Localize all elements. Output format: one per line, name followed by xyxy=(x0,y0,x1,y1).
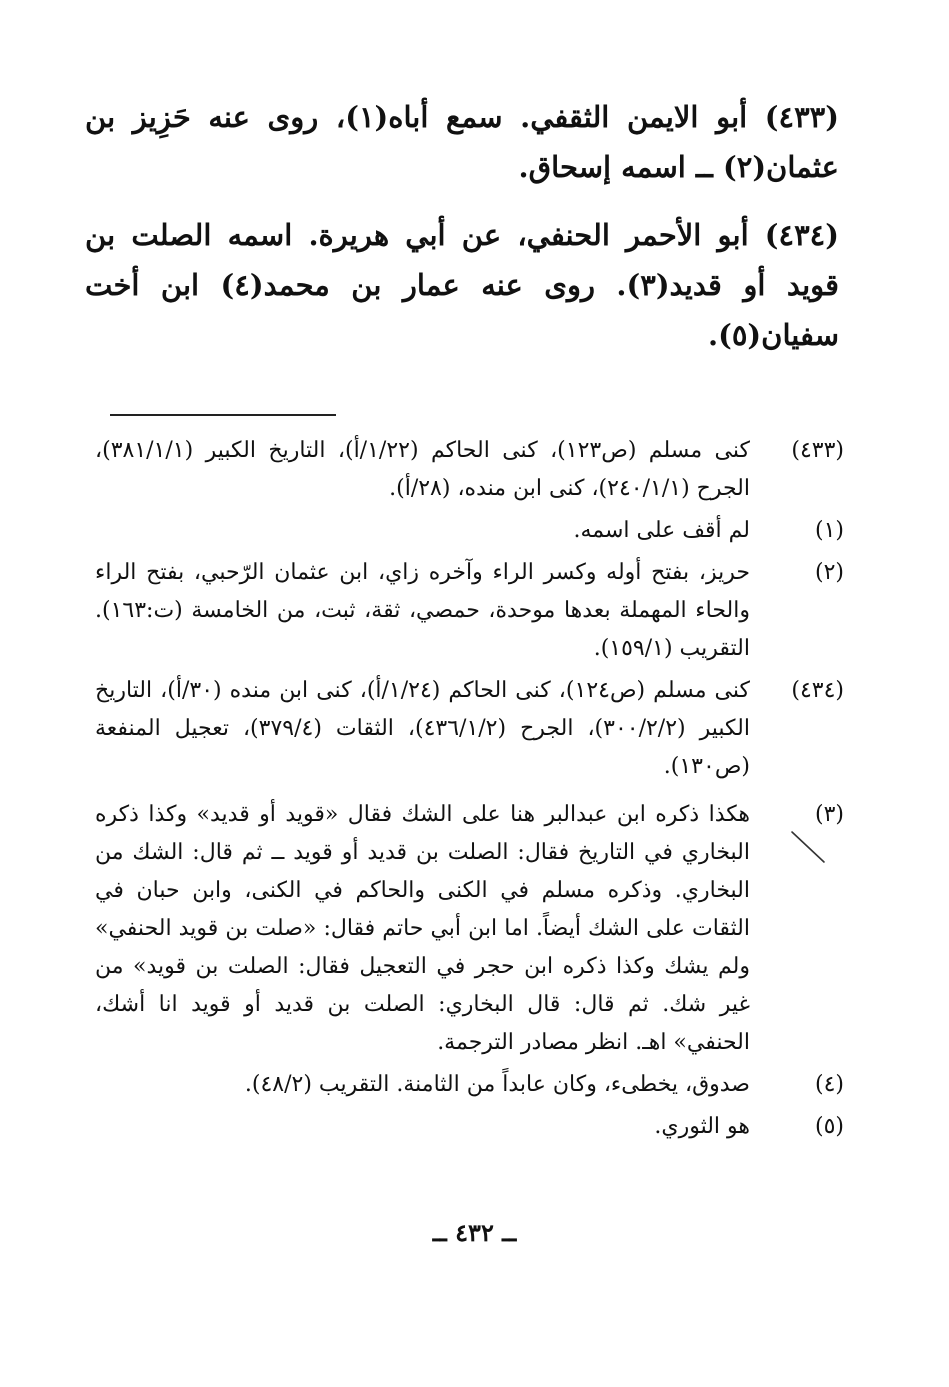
footnote-3 xyxy=(95,796,844,1062)
entry-434: (٤٣٤) أبو الأحمر الحنفي، عن أبي هريرة. اسمه الصلت بن قويد أو قديد(٣). روى عنه عمار بن محمد(٤) ابن أخت سفيان(٥). xyxy=(85,218,839,352)
footnote-2 xyxy=(95,554,844,668)
footnote-text: لم أقف على اسمه. xyxy=(573,518,750,543)
footnote-number: (٤) xyxy=(814,1072,844,1097)
footnote-separator xyxy=(110,414,336,416)
footnote-text: كنى مسلم (ص١٢٤)، كنى الحاكم (١/٢٤/أ)، كنى ابن منده (٣٠/أ)، التاريخ الكبير (٣٠٠/٢/٢)، الجرح (٤٣٦/١/٢)، الثقات (٣٧٩/٤)، تعجيل المنفعة (ص١٣٠). xyxy=(95,678,751,779)
footnote-text: هكذا ذكره ابن عبدالبر هنا على الشك فقال «قويد أو قديد» وكذا ذكره البخاري في التاريخ فقال: الصلت بن قديد أو قويد ــ ثم قال: الشك من البخاري. وذكره مسلم في الكنى والحاكم في الكنى، وابن حبان في الثقات على الشك أيضاً. اما ابن أبي حاتم فقال: «صلت بن قويد الحنفي» ولم يشك وكذا ذكره ابن حجر في التعجيل فقال: الصلت بن قويد» من غير شك. ثم قال: قال البخاري: الصلت بن قديد أو قويد انا أشك، الحنفي» اهـ. انظر مصادر الترجمة. xyxy=(95,802,750,1055)
footnote-number: (٣) xyxy=(814,802,844,827)
footnote-number: (٢) xyxy=(814,560,844,585)
footnote-number: (٥) xyxy=(814,1114,844,1139)
footnote-number: (٤٣٤) xyxy=(791,678,844,703)
footnote-433 xyxy=(95,432,844,508)
footnote-text: كنى مسلم (ص١٢٣)، كنى الحاكم (١/٢٢/أ)، التاريخ الكبير (٣٨١/١/١)، الجرح (٢٤٠/١/١)، كنى ابن منده، (٢٨/أ). xyxy=(95,438,751,501)
footnote-4 xyxy=(95,1066,844,1104)
footnote-text: صدوق، يخطىء، وكان عابداً من الثامنة. التقريب (٤٨/٢). xyxy=(244,1072,750,1097)
entry-433: (٤٣٣) أبو الايمن الثقفي. سمع أباه(١)، روى عنه حَزِيز بن عثمان(٢) ــ اسمه إسحاق. xyxy=(85,100,839,184)
footnotes xyxy=(95,432,844,1150)
page-number: ــ ٤٣٢ ــ xyxy=(432,1218,517,1247)
handwritten-slash-mark xyxy=(790,826,826,866)
footnote-text: هو الثوري. xyxy=(654,1114,750,1139)
footnote-434 xyxy=(95,672,844,786)
footnote-1 xyxy=(95,512,844,550)
footnote-number: (١) xyxy=(814,518,844,543)
footnote-5 xyxy=(95,1108,844,1146)
footnote-number: (٤٣٣) xyxy=(791,438,844,463)
footnote-text: حريز، بفتح أوله وكسر الراء وآخره زاي، ابن عثمان الرّحبي، بفتح الراء والحاء المهملة بعدها موحدة، حمصي، ثقة، ثبت، من الخامسة (ت:١٦٣). التقريب (١٥٩/١). xyxy=(95,560,750,661)
